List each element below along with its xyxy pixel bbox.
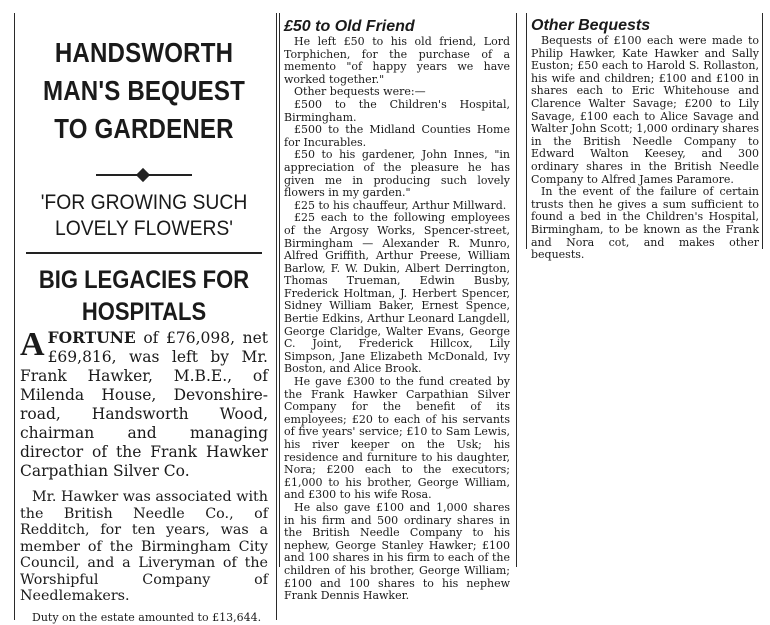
article-column-2 <box>284 18 510 603</box>
body-paragraph: In the event of the failure of certain trusts then he gives a sum sufficient to found a bed in the Children's Hospital, Birmingham, to be known as the Frank and Nora cot, and makes other bequests. <box>531 185 759 262</box>
body-paragraph: £50 to his gardener, John Innes, "in appreciation of the pleasure he has given me in producing such lovely flowers in my garden." <box>284 148 510 200</box>
headline-divider <box>26 252 262 254</box>
body-paragraph: Duty on the estate amounted to £13,644. <box>32 610 262 624</box>
lead-paragraph <box>20 328 268 481</box>
column3-right-rule <box>762 13 763 249</box>
article-column-1 <box>20 14 268 624</box>
headline-ornament <box>20 168 268 182</box>
drop-cap: A <box>20 326 45 363</box>
body-paragraph: £500 to the Midland Counties Home for Incurables. <box>284 123 510 149</box>
body-paragraph: Bequests of £100 each were made to Philip Hawker, Kate Hawker and Sally Euston; £50 each to Harold S. Rollaston, his wife and children; £100 and £100 in shares each to Eric Whitehouse and Clarence Walter Savage; £200 to Lily Savage, £100 each to Alice Savage and Walter John Scott; 1,000 ordinary shares in the British Needle Company to Edward Walton Keesey, and 300 ordinary shares in the British Needle Company to Alfred James Paramore. <box>531 34 759 186</box>
body-paragraph: He left £50 to his old friend, Lord Torphichen, for the purchase of a memento "of happy years we have worked together." <box>284 35 510 86</box>
section-heading: Other Bequests <box>531 17 651 34</box>
body-paragraph: £25 each to the following employees of the Argosy Works, Spencer-street, Birmingham — Alexander R. Munro, Alfred Griffith, Arthur Preese, William Barlow, F. W. Dukin, Albert Derrington, Thomas Trueman, Edwin Busby, Frederick Holtman, J. Herbert Spencer, Sidney William Baker, Ernest Spence, Bertie Edkins, Arthur Leonard Langdell, George Claridge, Walter Evans, George C. Joint, Frederick Hillcox, Lily Simpson, Jane Elizabeth McDonald, Ivy Boston, and Alice Brook. <box>284 211 510 376</box>
body-paragraph: Other bequests were:— <box>294 85 426 99</box>
column1-left-rule <box>14 13 15 620</box>
body-paragraph: He also gave £100 and 1,000 shares in his firm and 500 ordinary shares in the British Needle Company to his nephew, George Stanley Hawker; £100 and 100 shares in his firm to each of the children of his brother, George William; £100 and 100 shares to his nephew Frank Dennis Hawker. <box>284 500 510 603</box>
body-paragraph: He gave £300 to the fund created by the Frank Hawker Carpathian Silver Company for the benefit of its employees; £20 to each of his servants of five years' service; £10 to Sam Lewis, his river keeper on the Usk; his residence and furniture to his daughter, Nora; £200 each to the executors; £1,000 to his brother, George William, and £300 to his wife Rosa. <box>284 375 510 502</box>
column2-left-rule <box>279 13 280 567</box>
column1-right-rule <box>276 13 277 620</box>
body-paragraph: £25 to his chauffeur, Arthur Millward. <box>294 198 507 212</box>
lead-first-word: FORTUNE <box>47 328 136 347</box>
lead-text: of £76,098, net £69,816, was left by Mr. Frank Hawker, M.B.E., of Milenda House, Devonshire-road, Handsworth Wood, chairman and managing director of the Frank Hawker Carpathian Silver Co. <box>20 329 268 480</box>
body-paragraph: £500 to the Children's Hospital, Birmingham. <box>284 97 510 124</box>
main-headline: HANDSWORTH MAN'S BEQUEST TO GARDENER <box>43 37 245 144</box>
article-column-3 <box>531 17 759 262</box>
section-heading: £50 to Old Friend <box>284 18 415 35</box>
diamond-icon <box>136 168 150 182</box>
body-paragraph: Mr. Hawker was associated with the British Needle Co., of Redditch, for ten years, was a member of the Birmingham City Council, and a Liveryman of the Worshipful Company of Needlemakers. <box>20 489 268 604</box>
column3-left-rule <box>526 13 527 249</box>
column2-right-rule <box>516 13 517 567</box>
secondary-headline: BIG LEGACIES FOR HOSPITALS <box>38 266 250 326</box>
subheadline: 'FOR GROWING SUCH LOVELY FLOWERS' <box>40 191 248 240</box>
